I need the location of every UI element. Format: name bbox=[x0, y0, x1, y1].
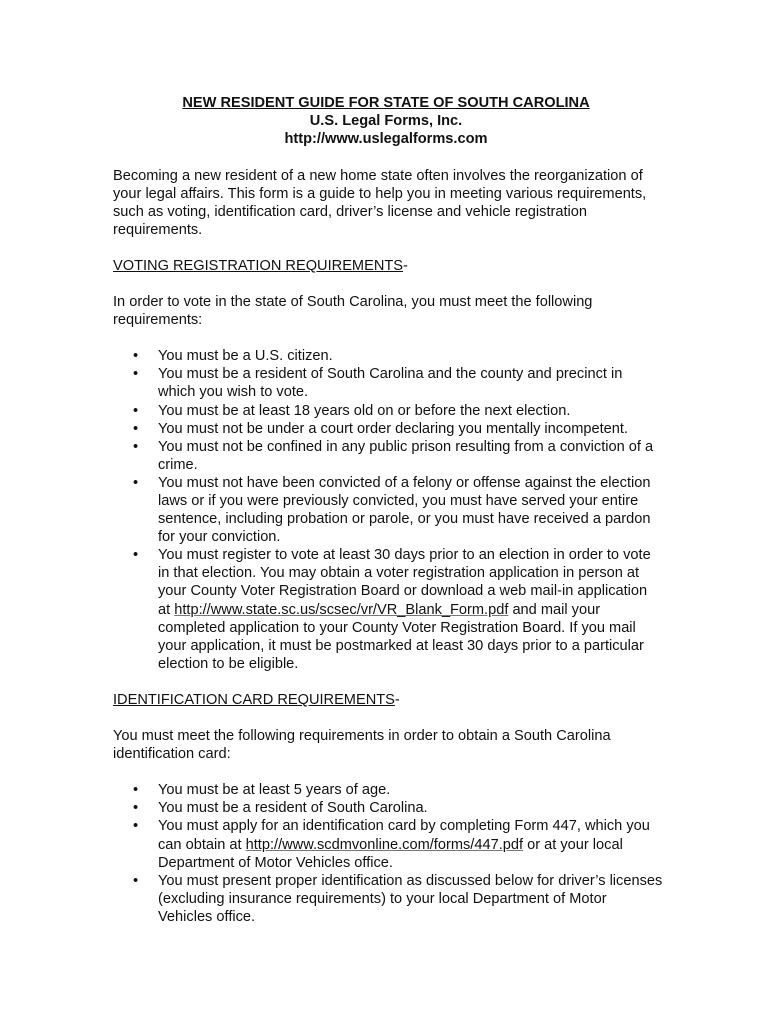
bullet-icon: • bbox=[133, 818, 139, 835]
bullet-icon: • bbox=[133, 402, 139, 419]
list-item bbox=[113, 402, 663, 420]
list-item-text: You must register to vote at least 30 days prior to an election in order to vote in that election. You may obtain a voter registration application in person at your County Voter Registration Board or download a web mail-in application at bbox=[158, 547, 651, 618]
form-447-link[interactable]: http://www.scdmvonline.com/forms/447.pdf bbox=[245, 836, 524, 853]
list-item-text: and mail your completed application to your County Voter Registration Board. If you mail your application, it must be postmarked at least 30 days prior to a particular election to be eligible. bbox=[158, 601, 644, 672]
list-item bbox=[113, 546, 663, 673]
list-item bbox=[113, 817, 663, 871]
list-item bbox=[113, 799, 663, 817]
voter-registration-form-link[interactable]: http://www.state.sc.us/scsec/vr/VR_Blank_Form.pdf bbox=[174, 601, 509, 618]
bullet-icon: • bbox=[133, 438, 139, 455]
voting-requirements-list bbox=[113, 347, 663, 673]
id-card-lead-paragraph: You must meet the following requirements in order to obtain a South Carolina identification card: bbox=[113, 728, 611, 763]
bullet-icon: • bbox=[133, 420, 139, 437]
list-item bbox=[113, 781, 663, 799]
document-title: NEW RESIDENT GUIDE FOR STATE OF SOUTH CAROLINA bbox=[182, 95, 590, 111]
company-name: U.S. Legal Forms, Inc. bbox=[309, 113, 463, 130]
bullet-icon: • bbox=[133, 474, 139, 491]
list-item-text: You must not have been convicted of a felony or offense against the election laws or if you were previously convicted, you must have served your entire sentence, including probation or parole, or you must have received a pardon for your conviction. bbox=[158, 474, 651, 546]
list-item-text: You must apply for an identification card by completing Form 447, which you can obtain at bbox=[158, 818, 650, 853]
list-item bbox=[113, 420, 663, 438]
document-page bbox=[113, 94, 663, 926]
bullet-icon: • bbox=[133, 800, 139, 817]
list-item-text: You must be a U.S. citizen. bbox=[158, 348, 333, 365]
voting-heading-text: VOTING REGISTRATION REQUIREMENTS bbox=[113, 257, 404, 274]
bullet-icon: • bbox=[133, 348, 139, 365]
list-item bbox=[113, 474, 663, 546]
voting-heading-suffix: - bbox=[403, 257, 408, 274]
bullet-icon: • bbox=[133, 782, 139, 799]
voting-section-heading bbox=[113, 257, 663, 275]
bullet-icon: • bbox=[133, 547, 139, 564]
list-item bbox=[113, 438, 663, 474]
list-item bbox=[113, 365, 663, 401]
voting-lead-paragraph: In order to vote in the state of South Carolina, you must meet the following requirements: bbox=[113, 294, 593, 329]
bullet-icon: • bbox=[133, 872, 139, 889]
list-item-text: or at your local Department of Motor Vehicles office. bbox=[158, 836, 623, 871]
list-item-text: You must be at least 5 years of age. bbox=[158, 782, 391, 799]
id-card-heading-suffix: - bbox=[394, 691, 400, 708]
id-card-requirements-list bbox=[113, 781, 663, 926]
list-item-text: You must be a resident of South Carolina. bbox=[158, 800, 428, 817]
id-card-heading-text: IDENTIFICATION CARD REQUIREMENTS bbox=[113, 691, 395, 708]
document-header bbox=[113, 94, 659, 149]
list-item bbox=[113, 347, 663, 365]
list-item-text: You must be at least 18 years old on or before the next election. bbox=[158, 402, 571, 419]
list-item-text: You must be a resident of South Carolina and the county and precinct in which you wish to vote. bbox=[158, 366, 623, 401]
list-item-text: You must present proper identification as discussed below for driver’s licenses (excluding insurance requirements) to your local Department of Motor Vehicles office. bbox=[158, 872, 663, 925]
id-card-section-heading bbox=[113, 691, 663, 709]
list-item-text: You must not be under a court order declaring you mentally incompetent. bbox=[158, 420, 628, 437]
bullet-icon: • bbox=[133, 366, 139, 383]
list-item-text: You must not be confined in any public prison resulting from a conviction of a crime. bbox=[158, 438, 654, 473]
list-item bbox=[113, 872, 663, 926]
company-website: http://www.uslegalforms.com bbox=[284, 131, 488, 148]
intro-paragraph: Becoming a new resident of a new home state often involves the reorganization of your legal affairs. This form is a guide to help you in meeting various requirements, such as voting, identification card, driver’s license and vehicle registration requirements. bbox=[113, 167, 647, 238]
